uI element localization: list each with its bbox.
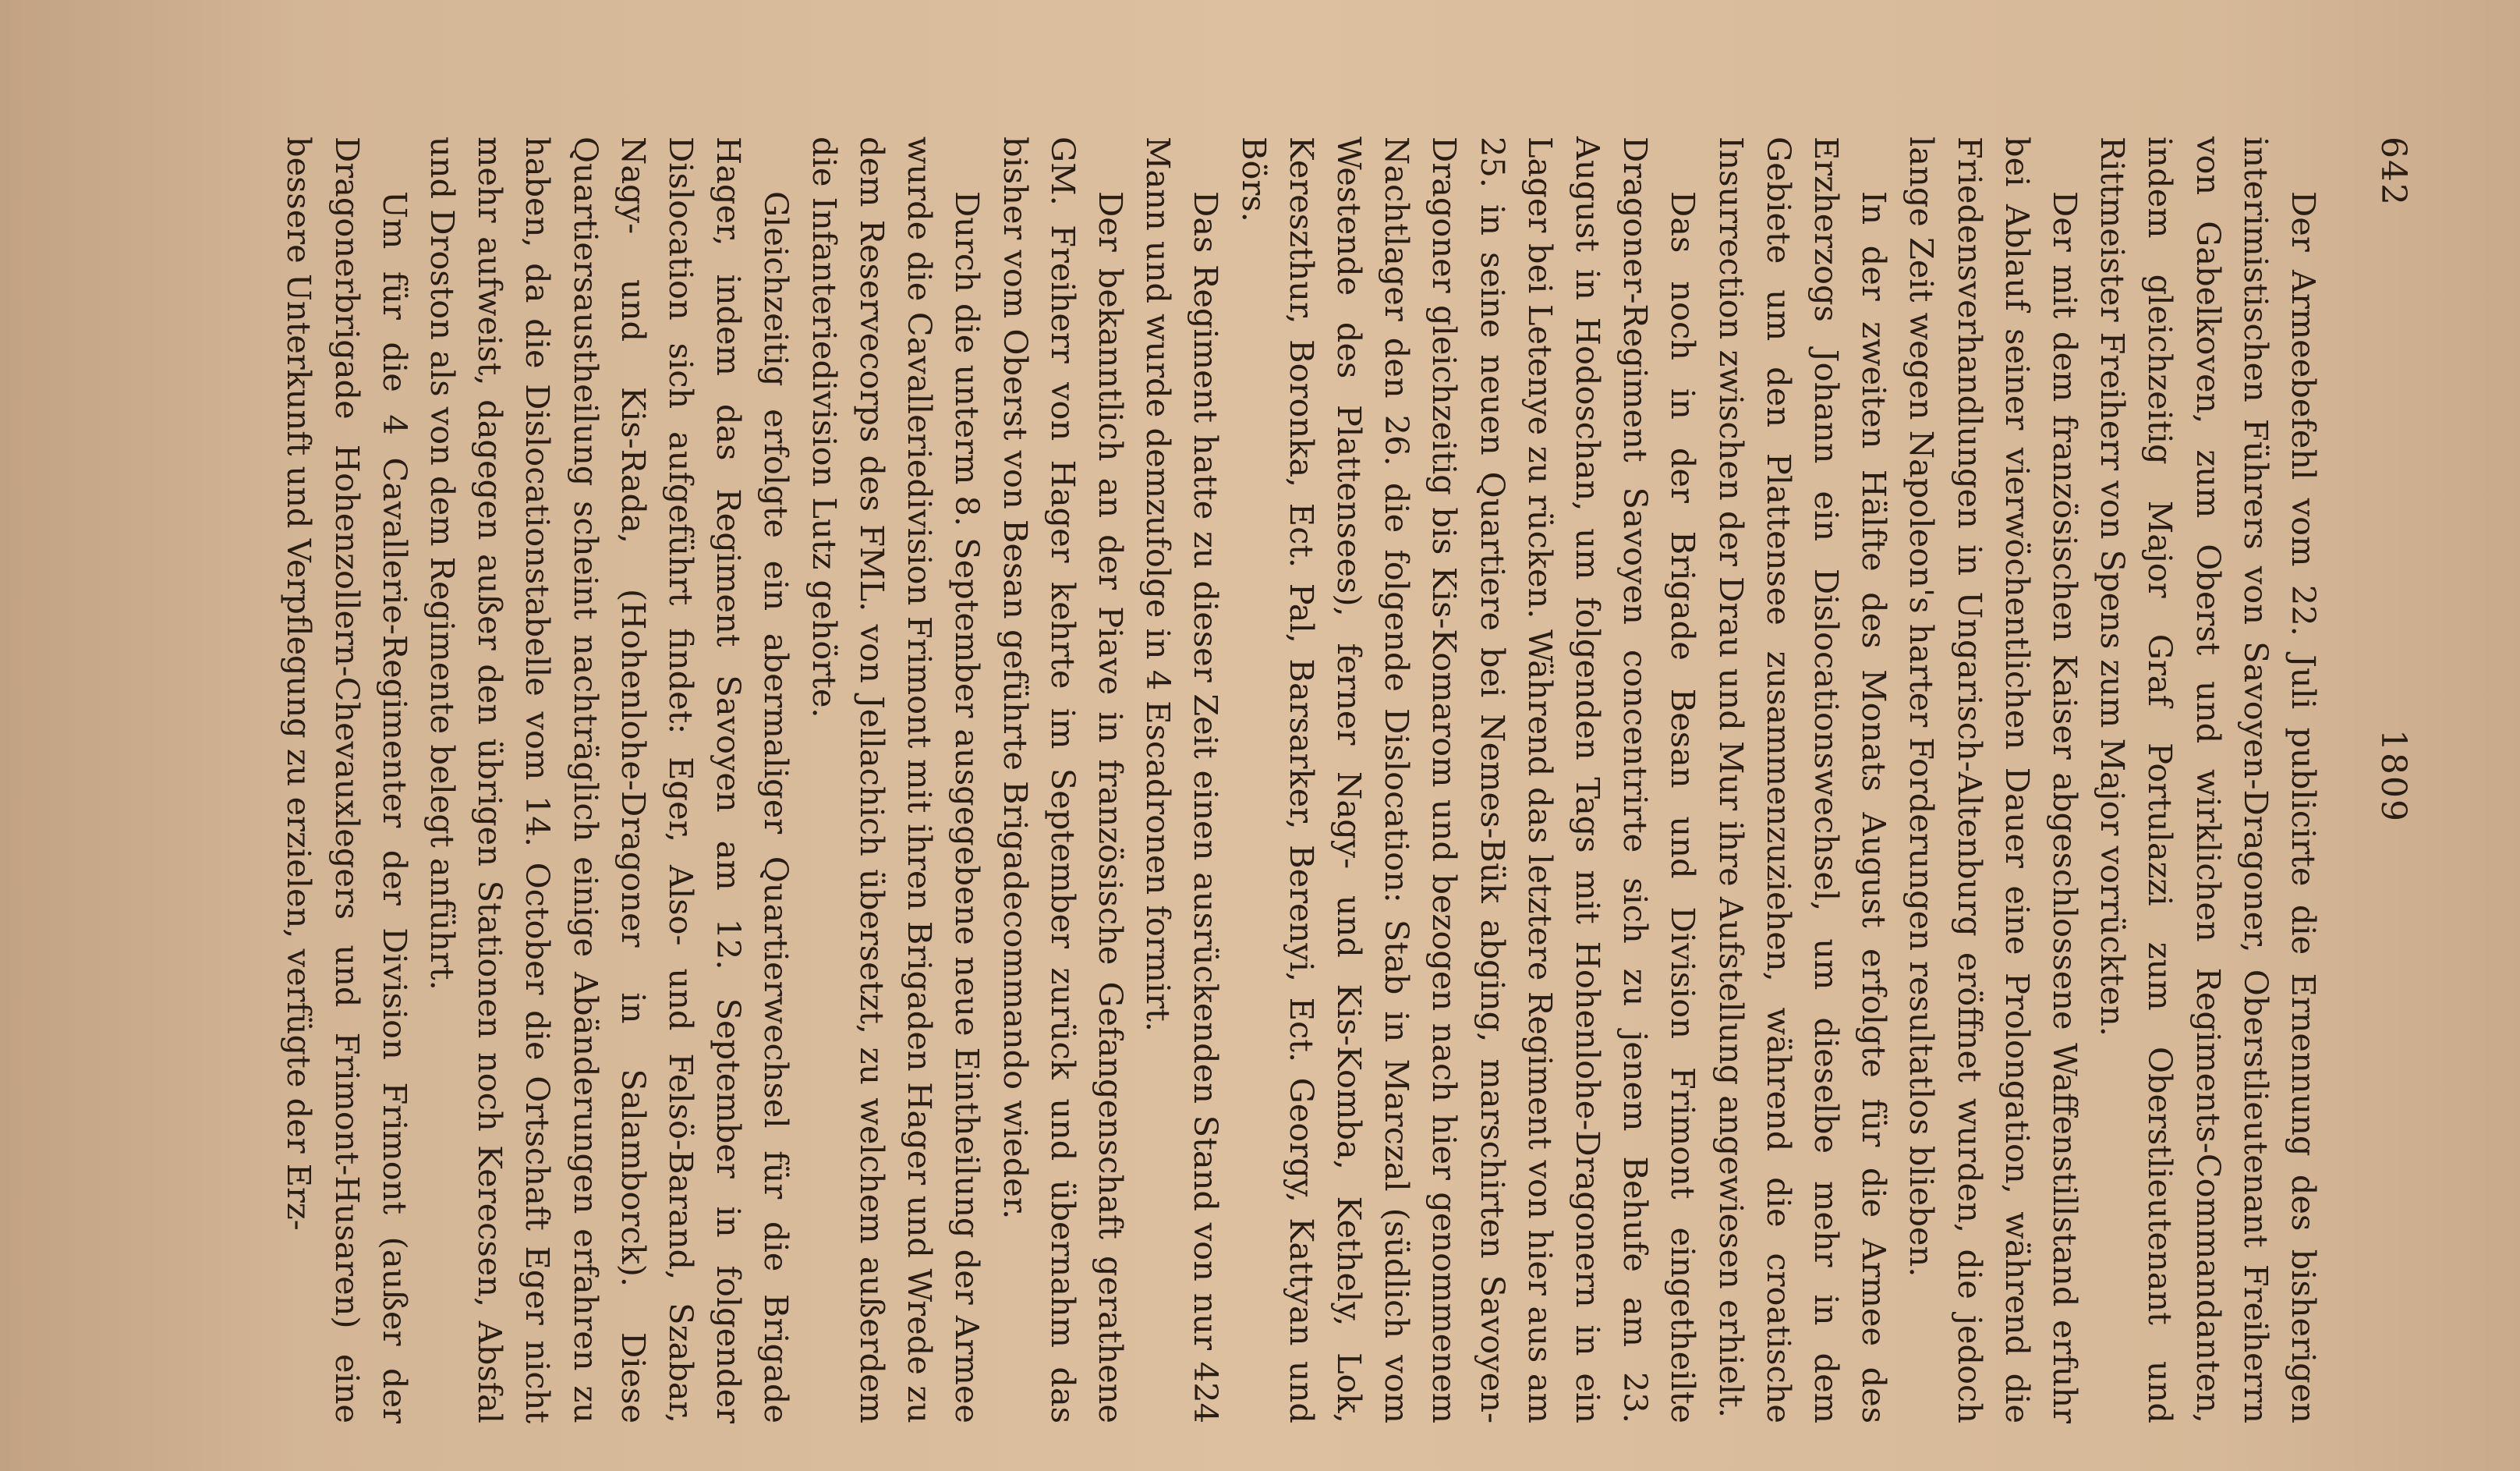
paragraph: Das noch in der Brigade Besan und Division Frimont eingetheilte Dragoner-Regiment Savoyen concentrirte sich zu jenem Behufe am 23. August in Hodoschan, um folgenden Tags mit Hohenlohe-Dragonern in ein Lager bei Letenye zu rücken. Während das letztere Regiment von hier aus am 25. in seine neuen Quartiere bei Nemes-Bük abging, marschirten Savoyen-Dragoner gleichzeitig bis Kis-Komarom und bezogen nach hier genommenem Nachtlager den 26. die folgende Dislocation: Stab in Marczal (südlich vom Westende des Plattensees), ferner Nagy- und Kis-Komba, Kethely, Lok, Kereszthur, Boronka, Ect. Pal, Barsarker, Berenyi, Ect. Georgy, Kattyan und Börs. [1234, 136, 1703, 1423]
rotated-page-content [113, 136, 2413, 1423]
paragraph: In der zweiten Hälfte des Monats August erfolgte für die Armee des Erzherzogs Johann ein Dislocationswechsel, um dieselbe mehr in dem Gebiete um den Plattensee zusammenzuziehen, während die croatische Insurrection zwischen der Drau und Mur ihre Aufstellung angewiesen erhielt. [1711, 136, 1894, 1423]
running-head-year: 1809 [2373, 729, 2413, 823]
paragraph: Der mit dem französischen Kaiser abgeschlossene Waffenstillstand erfuhr bei Ablauf seiner vierwöchentlichen Dauer eine Prolongation, während die Friedensverhandlungen in Ungarisch-Altenburg eröffnet wurden, die jedoch lange Zeit wegen Napoleon's harter Forderungen resultatlos blieben. [1902, 136, 2084, 1423]
paragraph: Das Regiment hatte zu dieser Zeit einen ausrückenden Stand von nur 424 Mann und wurde demzufolge in 4 Escadronen formirt. [1139, 136, 1226, 1423]
paragraph: Um für die 4 Cavallerie-Regimenter der Division Frimont (außer der Dragonerbrigade Hohenzollern-Chevauxlegers und Frimont-Husaren) eine bessere Unterkunft und Verpflegung zu erzielen, verfügte der Erz- [280, 136, 414, 1423]
paragraph: Der Armeebefehl vom 22. Juli publicirte die Ernennung des bisherigen interimistischen Führers von Savoyen-Dragoner, Oberstlieutenant Freiherrn von Gabelkoven, zum Oberst und wirklichen Regiments-Commandanten, indem gleichzeitig Major Graf Portulazzi zum Oberstlieutenant und Rittmeister Freiherr von Spens zum Major vorrückten. [2094, 136, 2323, 1423]
paragraph: Durch die unterm 8. September ausgegebene neue Eintheilung der Armee wurde die Cavalleriedivision Frimont mit ihren Brigaden Hager und Wrede zu dem Reservecorps des FML. von Jellachich übersetzt, zu welchem außerdem die Infanteriedivision Lutz gehörte. [805, 136, 987, 1423]
paragraph: Der bekanntlich an der Piave in französische Gefangenschaft gerathene GM. Freiherr von Hager kehrte im September zurück und übernahm das bisher vom Oberst von Besan geführte Brigadecommando wieder. [996, 136, 1130, 1423]
page-header [2359, 136, 2413, 1423]
paragraph: Gleichzeitig erfolgte ein abermaliger Quartierwechsel für die Brigade Hager, indem das Regiment Savoyen am 12. September in folgender Dislocation sich aufgeführt findet: Eger, Also- und Felsö-Barand, Szabar, Nagy- und Kis-Rada, (Hohenlohe-Dragoner in Salamborck). Diese Quartiersaustheilung scheint nachträglich einige Abänderungen erfahren zu haben, da die Dislocationstabelle vom 14. October die Ortschaft Eger nicht mehr aufweist, dagegen außer den übrigen Stationen noch Kerecsen, Absfal und Droston als von dem Regimente belegt anführt. [423, 136, 796, 1423]
page-number: 642 [2373, 136, 2413, 207]
page-body-text [275, 136, 2327, 1423]
